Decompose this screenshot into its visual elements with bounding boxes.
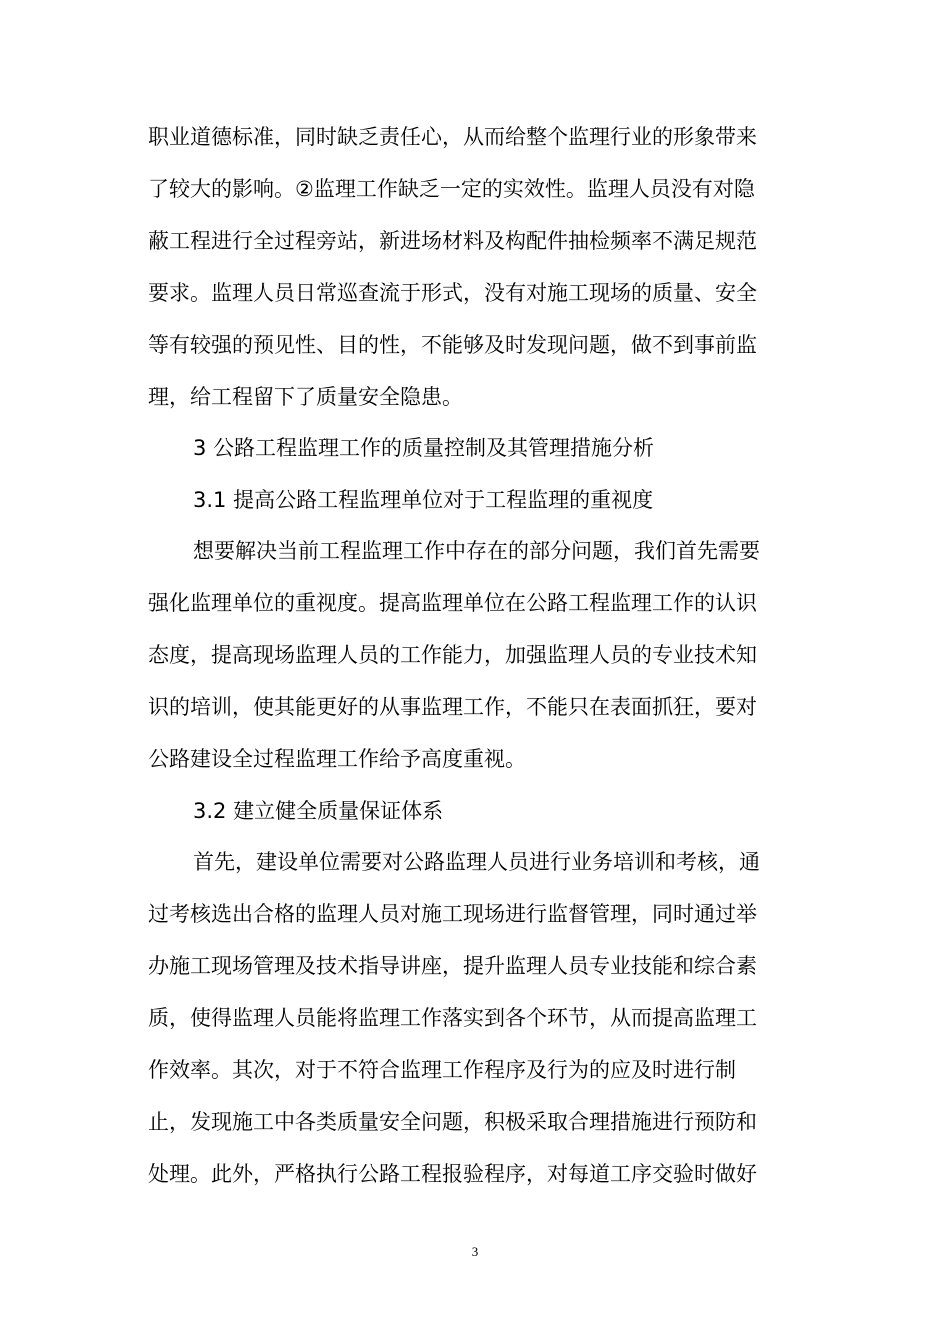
subsection-heading: 3.1 提高公路工程监理单位对于工程监理的重视度	[193, 488, 654, 512]
body-line: 识的培训，使其能更好的从事监理工作，不能只在表面抓狂，要对	[148, 695, 757, 719]
body-line: 蔽工程进行全过程旁站，新进场材料及构配件抽检频率不满足规范	[148, 229, 757, 253]
body-line: 处理。此外，严格执行公路工程报验程序，对每道工序交验时做好	[148, 1162, 757, 1186]
body-line: 过考核选出合格的监理人员对施工现场进行监督管理，同时通过举	[148, 902, 757, 926]
body-line: 强化监理单位的重视度。提高监理单位在公路工程监理工作的认识	[148, 591, 757, 615]
body-line: 作效率。其次，对于不符合监理工作程序及行为的应及时进行制	[148, 1058, 736, 1082]
body-line: 职业道德标准，同时缺乏责任心，从而给整个监理行业的形象带来	[148, 125, 757, 149]
body-line: 办施工现场管理及技术指导讲座，提升监理人员专业技能和综合素	[148, 954, 757, 978]
body-line: 态度，提高现场监理人员的工作能力，加强监理人员的专业技术知	[148, 643, 757, 667]
body-line: 想要解决当前工程监理工作中存在的部分问题，我们首先需要	[193, 539, 760, 563]
page-number: 3	[471, 1244, 479, 1259]
body-line: 了较大的影响。②监理工作缺乏一定的实效性。监理人员没有对隐	[148, 177, 755, 201]
body-line: 首先，建设单位需要对公路监理人员进行业务培训和考核，通	[193, 850, 760, 874]
body-line: 质，使得监理人员能将监理工作落实到各个环节，从而提高监理工	[148, 1006, 757, 1030]
section-heading: 3 公路工程监理工作的质量控制及其管理措施分析	[193, 436, 655, 460]
body-line: 等有较强的预见性、目的性，不能够及时发现问题，做不到事前监	[148, 333, 757, 357]
body-line: 要求。监理人员日常巡查流于形式，没有对施工现场的质量、安全	[148, 281, 757, 305]
body-line: 理，给工程留下了质量安全隐患。	[148, 385, 463, 409]
subsection-heading: 3.2 建立健全质量保证体系	[193, 799, 444, 823]
body-line: 公路建设全过程监理工作给予高度重视。	[148, 747, 526, 771]
body-line: 止，发现施工中各类质量安全问题，积极采取合理措施进行预防和	[148, 1110, 757, 1134]
